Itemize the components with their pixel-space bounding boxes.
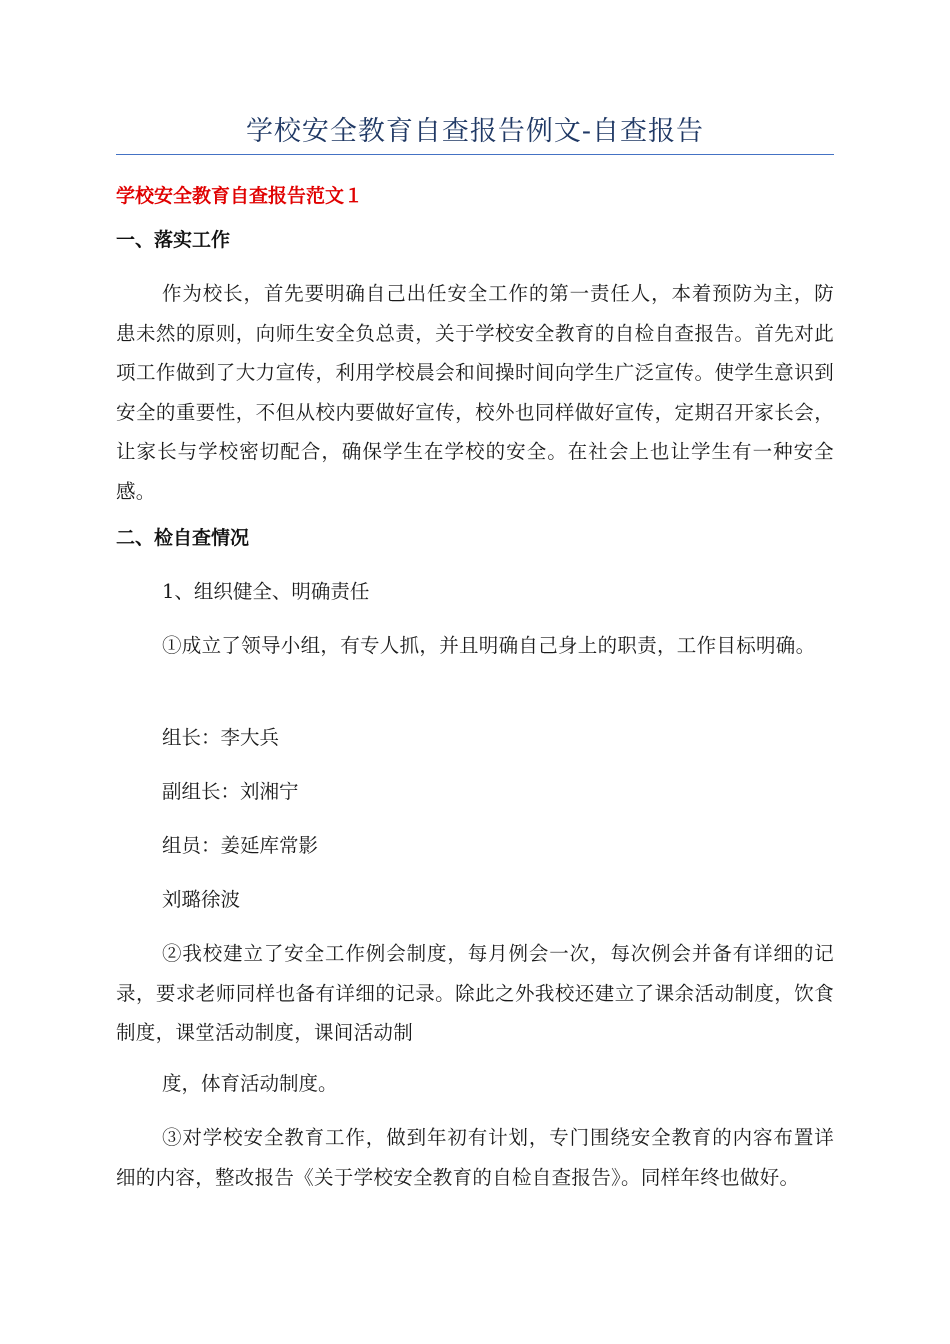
paragraph-meeting-system-continued: 度，体育活动制度。 <box>162 1072 338 1095</box>
group-members-continued: 刘璐徐波 <box>162 888 241 911</box>
section-title: 学校安全教育自查报告范文１ <box>116 185 364 207</box>
heading-implementation: 一、落实工作 <box>116 229 231 251</box>
vice-group-leader: 副组长：刘湘宁 <box>162 780 299 803</box>
title-underline <box>116 154 834 155</box>
document-title: 学校安全教育自查报告例文-自查报告 <box>245 116 705 147</box>
paragraph-annual-plan: ③对学校安全教育工作，做到年初有计划，专门围绕安全教育的内容布置详细的内容，整改报告《关于学校安全教育的自检自查报告》。同样年终也做好。 <box>116 1126 834 1189</box>
group-members: 组员：姜延库常影 <box>162 834 319 857</box>
subheading-organization: 1、组织健全、明确责任 <box>162 580 370 603</box>
group-leader: 组长：李大兵 <box>162 726 280 749</box>
paragraph-leadership-group: ①成立了领导小组，有专人抓，并且明确自己身上的职责，工作目标明确。 <box>162 634 816 657</box>
paragraph-implementation: 作为校长，首先要明确自己出任安全工作的第一责任人，本着预防为主，防患未然的原则，向师生安全负总责，关于学校安全教育的自检自查报告。首先对此项工作做到了大力宣传，利用学校晨会和间操时间向学生广泛宣传。使学生意识到安全的重要性，不但从校内要做好宣传，校外也同样做好宣传，定期召开家长会，让家长与学校密切配合，确保学生在学校的安全。在社会上也让学生有一种安全感。 <box>116 282 834 503</box>
paragraph-meeting-system: ②我校建立了安全工作例会制度，每月例会一次，每次例会并备有详细的记录，要求老师同样也备有详细的记录。除此之外我校还建立了课余活动制度，饮食制度，课堂活动制度，课间活动制 <box>116 942 834 1044</box>
heading-self-inspection: 二、检自查情况 <box>116 527 250 549</box>
